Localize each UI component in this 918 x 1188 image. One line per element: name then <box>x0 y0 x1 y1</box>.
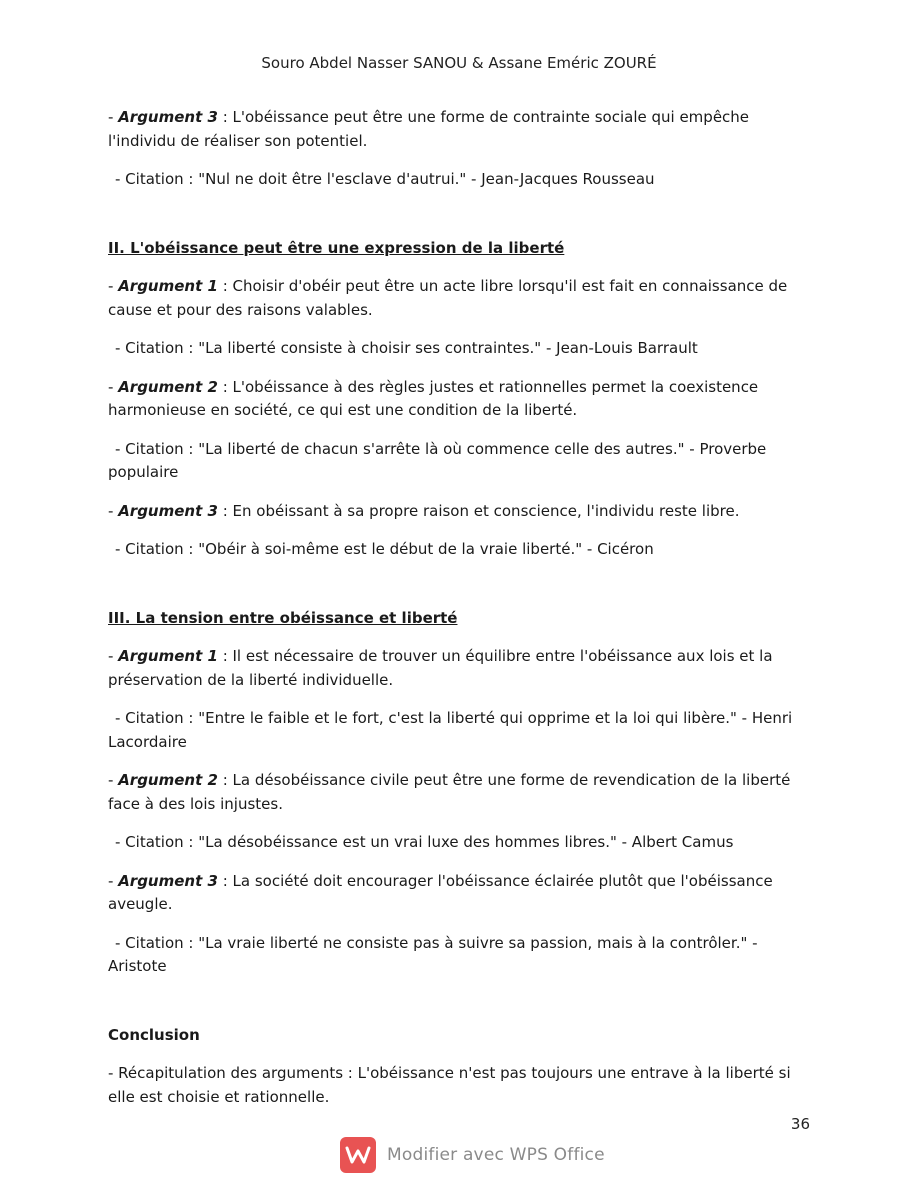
conclusion-title: Conclusion <box>108 1025 200 1044</box>
argument-paragraph <box>108 500 818 524</box>
wps-edit-badge[interactable] <box>340 1137 605 1173</box>
header-authors: Souro Abdel Nasser SANOU & Assane Eméric ZOURÉ <box>261 54 657 72</box>
citation-text: - Citation : "La liberté de chacun s'arrête là où commence celle des autres." - Proverbe populaire <box>108 439 767 481</box>
argument-label: Argument 2 <box>118 377 218 396</box>
citation-paragraph <box>108 438 818 485</box>
argument-prefix: - <box>108 771 119 789</box>
argument-label: Argument 1 <box>118 647 218 665</box>
argument-paragraph <box>108 106 818 153</box>
wps-logo-icon <box>340 1137 376 1173</box>
section-title: II. L'obéissance peut être une expression de la liberté <box>108 238 565 257</box>
argument-prefix: - <box>108 871 119 890</box>
argument-text: : La désobéissance civile peut être une forme de revendication de la liberté face à des lois injustes. <box>108 771 791 813</box>
argument-prefix: - <box>108 108 119 126</box>
argument-label: Argument 3 <box>118 501 218 520</box>
page-header <box>0 54 918 72</box>
citation-paragraph <box>108 337 818 361</box>
argument-text: : La société doit encourager l'obéissance éclairée plutôt que l'obéissance aveugle. <box>108 871 773 913</box>
argument-text: : L'obéissance peut être une forme de contrainte sociale qui empêche l'individu de réaliser son potentiel. <box>108 108 750 150</box>
argument-prefix: - <box>108 647 119 665</box>
citation-text: - Citation : "Obéir à soi-même est le début de la vraie liberté." - Cicéron <box>115 540 654 558</box>
argument-text: : Il est nécessaire de trouver un équilibre entre l'obéissance aux lois et la préservation de la liberté individuelle. <box>108 647 773 689</box>
argument-paragraph <box>108 769 818 816</box>
argument-label: Argument 1 <box>118 277 218 295</box>
citation-text: - Citation : "Entre le faible et le fort, c'est la liberté qui opprime et la loi qui libère." - Henri Lacordaire <box>108 709 793 751</box>
citation-paragraph <box>108 168 818 192</box>
argument-paragraph <box>108 376 818 423</box>
argument-text: : L'obéissance à des règles justes et rationnelles permet la coexistence harmonieuse en société, ce qui est une condition de la liberté. <box>108 377 759 419</box>
citation-text: - Citation : "La vraie liberté ne consiste pas à suivre sa passion, mais à la contrôler." - Aristote <box>108 933 758 975</box>
argument-text: : En obéissant à sa propre raison et conscience, l'individu reste libre. <box>217 501 740 520</box>
citation-text: - Citation : "La liberté consiste à choisir ses contraintes." - Jean-Louis Barrault <box>115 339 698 357</box>
section-title: III. La tension entre obéissance et liberté <box>108 608 458 627</box>
argument-prefix: - <box>108 501 119 520</box>
argument-label: Argument 3 <box>118 108 218 126</box>
wps-badge-label: Modifier avec WPS Office <box>387 1145 605 1165</box>
citation-text: - Citation : "La désobéissance est un vrai luxe des hommes libres." - Albert Camus <box>115 833 734 851</box>
citation-paragraph <box>108 831 818 855</box>
citation-paragraph <box>108 932 818 979</box>
argument-prefix: - <box>108 277 119 295</box>
argument-label: Argument 2 <box>118 771 218 789</box>
argument-paragraph <box>108 870 818 917</box>
conclusion-text: - Récapitulation des arguments : L'obéissance n'est pas toujours une entrave à la liberté si elle est choisie et rationnelle. <box>108 1064 791 1106</box>
argument-paragraph <box>108 645 818 692</box>
argument-label: Argument 3 <box>118 871 218 890</box>
citation-paragraph <box>108 538 818 562</box>
document-body <box>108 106 818 1124</box>
argument-prefix: - <box>108 377 119 396</box>
citation-paragraph <box>108 707 818 754</box>
citation-text: - Citation : "Nul ne doit être l'esclave d'autrui." - Jean-Jacques Rousseau <box>115 170 655 188</box>
argument-text: : Choisir d'obéir peut être un acte libre lorsqu'il est fait en connaissance de cause et pour des raisons valables. <box>108 277 788 319</box>
argument-paragraph <box>108 275 818 322</box>
page-number: 36 <box>790 1115 810 1133</box>
